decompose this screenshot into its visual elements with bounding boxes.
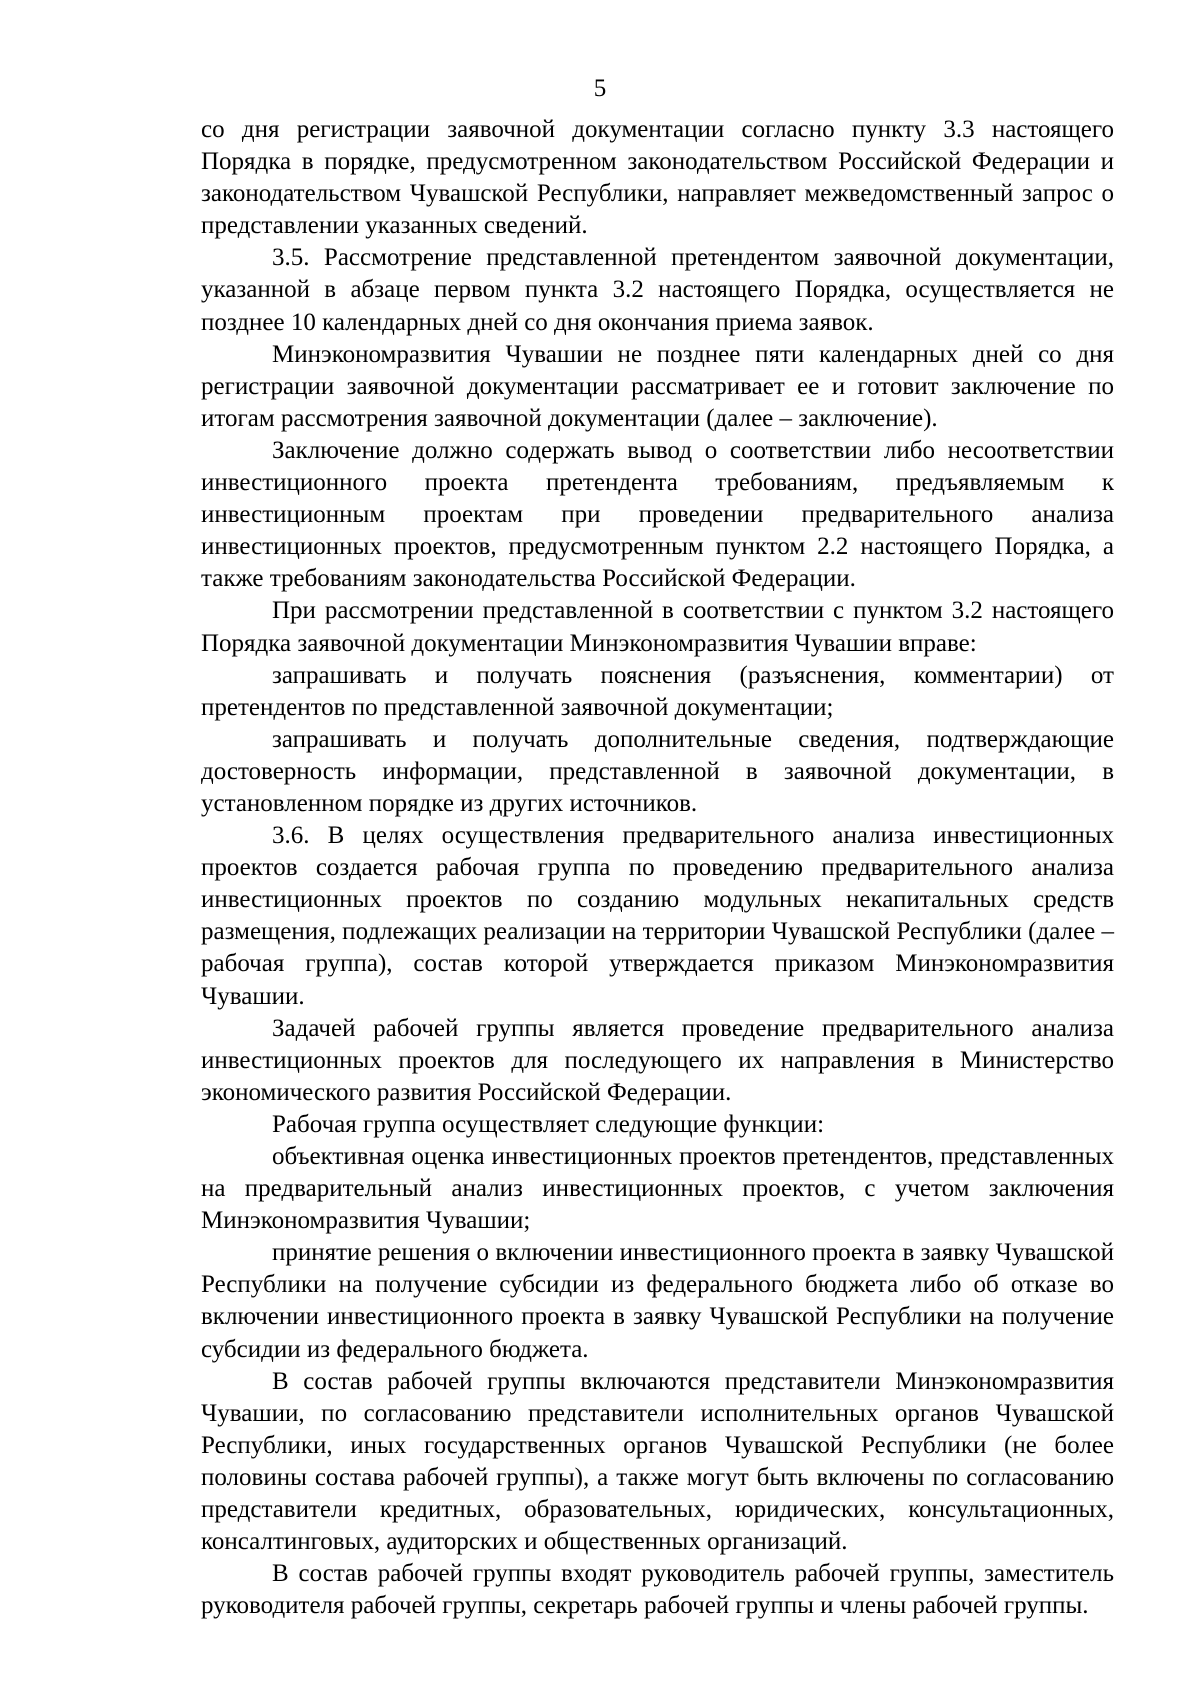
paragraph-continuation: со дня регистрации заявочной документации согласно пункту 3.3 настоящего Порядка в порядке, предусмотренном законодательством Российской Федерации и законодательством Чувашской Республики, направляет межведомственный запрос о представлении указанных сведений.: [201, 116, 1114, 240]
paragraph: Заключение должно содержать вывод о соответствии либо несоответствии инвестиционного проекта претендента требованиям, предъявляемым к инвестиционным проектам при проведении предварительного анализа инвестиционных проектов, предусмотренным пунктом 2.2 настоящего Порядка, а также требованиям законодательства Российской Федерации.: [201, 436, 1114, 593]
paragraph: объективная оценка инвестиционных проектов претендентов, представленных на предварительный анализ инвестиционных проектов, с учетом заключения Минэкономразвития Чувашии;: [201, 1143, 1114, 1235]
document-body: [201, 114, 1114, 1622]
paragraph-3-5: 3.5. Рассмотрение представленной претендентом заявочной документации, указанной в абзаце первом пункта 3.2 настоящего Порядка, осуществляется не позднее 10 календарных дней со дня окончания приема заявок.: [201, 244, 1114, 336]
paragraph-3-6: 3.6. В целях осуществления предварительного анализа инвестиционных проектов создается рабочая группа по проведению предварительного анализа инвестиционных проектов по созданию модульных некапитальных средств размещения, подлежащих реализации на территории Чувашской Республики (далее – рабочая группа), состав которой утверждается приказом Минэкономразвития Чувашии.: [201, 822, 1114, 1010]
paragraph: Рабочая группа осуществляет следующие функции:: [272, 1110, 825, 1138]
page-number: 5: [593, 75, 607, 102]
paragraph: В состав рабочей группы включаются представители Минэкономразвития Чувашии, по согласованию представители исполнительных органов Чувашской Республики, иных государственных органов Чувашской Республики (не более половины состава рабочей группы), а также могут быть включены по согласованию представители кредитных, образовательных, юридических, консультационных, консалтинговых, аудиторских и общественных организаций.: [201, 1367, 1114, 1556]
paragraph: Минэкономразвития Чувашии не позднее пяти календарных дней со дня регистрации заявочной документации рассматривает ее и готовит заключение по итогам рассмотрения заявочной документации (далее – заключение).: [201, 340, 1114, 432]
paragraph: принятие решения о включении инвестиционного проекта в заявку Чувашской Республики на получение субсидии из федерального бюджета либо об отказе во включении инвестиционного проекта в заявку Чувашской Республики на получение субсидии из федерального бюджета.: [201, 1239, 1114, 1363]
paragraph: запрашивать и получать дополнительные сведения, подтверждающие достоверность информации, представленной в заявочной документации, в установленном порядке из других источников.: [201, 725, 1114, 817]
paragraph: запрашивать и получать пояснения (разъяснения, комментарии) от претендентов по представленной заявочной документации;: [201, 661, 1114, 721]
paragraph: В состав рабочей группы входят руководитель рабочей группы, заместитель руководителя рабочей группы, секретарь рабочей группы и члены рабочей группы.: [201, 1560, 1114, 1620]
paragraph: При рассмотрении представленной в соответствии с пунктом 3.2 настоящего Порядка заявочной документации Минэкономразвития Чувашии вправе:: [201, 597, 1114, 657]
paragraph: Задачей рабочей группы является проведение предварительного анализа инвестиционных проектов для последующего их направления в Министерство экономического развития Российской Федерации.: [201, 1014, 1114, 1106]
